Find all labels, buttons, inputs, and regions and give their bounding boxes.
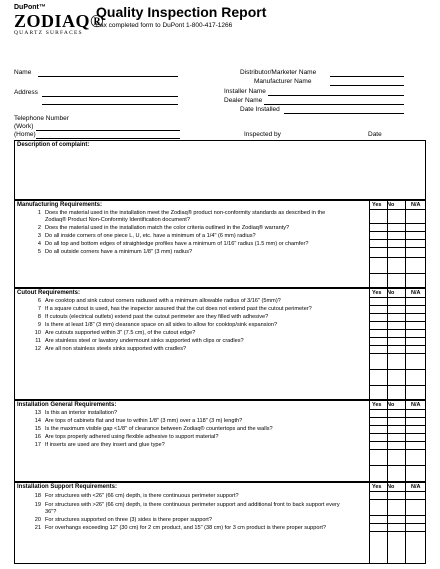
address-label: Address <box>14 89 38 96</box>
yes-column-header: Yes <box>372 202 382 208</box>
installation-general-section <box>14 400 426 482</box>
page-title: Quality Inspection Report <box>96 4 267 20</box>
na-column-header: N/A <box>411 402 421 408</box>
requirement-item: 16 Are tops properly adhered using flexible adhesive to support material? <box>34 434 219 440</box>
requirement-item: 14 Are tops of cabinets flat and true to within 1/8" (3 mm) over a 118" (3 m) length? <box>34 418 243 424</box>
telephone-label: Telephone Number <box>14 115 69 122</box>
requirement-item: 4 Do all top and bottom edges of straightedge profiles have a minimum of 1/16" radius (1.5 mm) or chamfer? <box>37 241 309 247</box>
cutout-section <box>14 288 426 400</box>
complaint-label: Description of complaint: <box>17 142 90 148</box>
requirement-item: 21 For overhangs exceeding 12" (30 cm) for 2 cm product, and 15" (38 cm) for 3 cm product is there proper support? <box>34 525 326 531</box>
manufacturer-label: Manufacturer Name <box>254 78 312 85</box>
distributor-field[interactable] <box>330 76 404 77</box>
quartz-surfaces-tagline: QUARTZ SURFACES <box>14 30 83 36</box>
requirement-item: 17 If inserts are used are they insert and glue type? <box>34 442 165 448</box>
dupont-brand: DuPont™ <box>14 4 46 11</box>
requirement-item: 15 Is the maximum visible gap <1/8" of clearance between Zodiaq® countertops and the walls? <box>34 426 273 432</box>
requirement-item: 8 If cutouts (electrical outlets) extend past the cutout perimeter are they filled with adhesive? <box>37 314 269 320</box>
yes-column-header: Yes <box>372 290 382 296</box>
requirement-item: 20 For structures supported on three (3) sides is there proper support? <box>34 517 212 523</box>
work-phone-field[interactable] <box>36 130 180 131</box>
requirement-item: 6 Are cooktop and sink cutout corners radiused with a minimum allowable radius of 3/16" (5mm)? <box>37 298 281 304</box>
na-column-header: N/A <box>411 202 421 208</box>
requirement-item: 9 Is there at least 1/8" (3 mm) clearance space on all sides to allow for cooktop/sink expansion? <box>37 322 278 328</box>
manufacturer-field[interactable] <box>330 85 404 86</box>
requirement-item: 19 For structures with >26" (66 cm) depth, is there continuous perimeter support and additional front to back support every 36"? <box>34 502 340 515</box>
section-title: Cutout Requirements: <box>17 290 80 296</box>
requirement-item: 10 Are cutouts supported within 3" (7.5 cm), of the cutout edge? <box>34 330 196 336</box>
installation-support-section <box>14 482 426 564</box>
requirement-item: 7 If a square cutout is used, has the inspector assured that the cut does not extend past the cutout perimeter? <box>37 306 312 312</box>
section-title: Manufacturing Requirements: <box>17 202 103 208</box>
installer-label: Installer Name <box>224 88 266 95</box>
no-column-header: No <box>387 202 395 208</box>
no-column-header: No <box>387 290 395 296</box>
address-field-2[interactable] <box>42 104 178 105</box>
dealer-label: Dealer Name <box>224 97 263 104</box>
inspected-by-label: Inspected by <box>244 131 281 138</box>
requirement-item: 18 For structures with <26" (66 cm) depth, is there continuous perimeter support? <box>34 493 239 499</box>
requirement-item: 5 Do all outside corners have a minimum 1/8" (3 mm) radius? <box>37 249 193 255</box>
date-installed-field[interactable] <box>284 113 404 114</box>
dealer-field[interactable] <box>264 104 404 105</box>
home-phone-field[interactable] <box>36 138 180 139</box>
requirement-item: 13 Is this an interior installation? <box>34 410 118 416</box>
inspection-date-label: Date <box>368 131 382 138</box>
section-title: Installation General Requirements: <box>17 402 117 408</box>
work-phone-label: (Work) <box>14 123 34 130</box>
distributor-label: Distributor/Marketer Name <box>240 69 317 76</box>
complaint-box[interactable] <box>14 140 426 200</box>
na-column-header: N/A <box>411 290 421 296</box>
date-installed-label: Date Installed <box>240 106 280 113</box>
requirement-item: 1 Does the material used in the installation meet the Zodiaq® product non-conformity standards as described in the Zodiaq® Product Non-Conformity Identification document? <box>37 210 326 223</box>
yes-column-header: Yes <box>372 402 382 408</box>
requirement-item: 3 Do all inside corners of one piece L, U, etc. have a minimum of a 1/4" (6 mm) radius? <box>37 233 256 239</box>
requirement-item: 12 Are all non stainless steels sinks supported with cradles? <box>34 346 187 352</box>
requirement-item: 2 Does the material used in the installation match the color criteria outlined in the Zodiaq® warranty? <box>37 225 290 231</box>
name-label: Name <box>14 69 32 76</box>
section-title: Installation Support Requirements: <box>17 484 118 490</box>
manufacturing-section <box>14 200 426 288</box>
installer-field[interactable] <box>268 95 404 96</box>
requirement-item: 11 Are stainless steel or lavatory undermount sinks supported with clips or cradles? <box>35 338 244 344</box>
yes-column-header: Yes <box>372 484 382 490</box>
no-column-header: No <box>387 484 395 490</box>
na-column-header: N/A <box>411 484 421 490</box>
zodiaq-wordmark: ZODIAQ® <box>14 11 104 31</box>
address-field-1[interactable] <box>42 96 178 97</box>
no-column-header: No <box>387 402 395 408</box>
fax-instructions: Fax completed form to DuPont 1-800-417-1266 <box>96 22 233 29</box>
name-field[interactable] <box>38 76 178 77</box>
zodiaq-logo <box>14 4 104 37</box>
home-phone-label: (Home) <box>14 131 36 138</box>
